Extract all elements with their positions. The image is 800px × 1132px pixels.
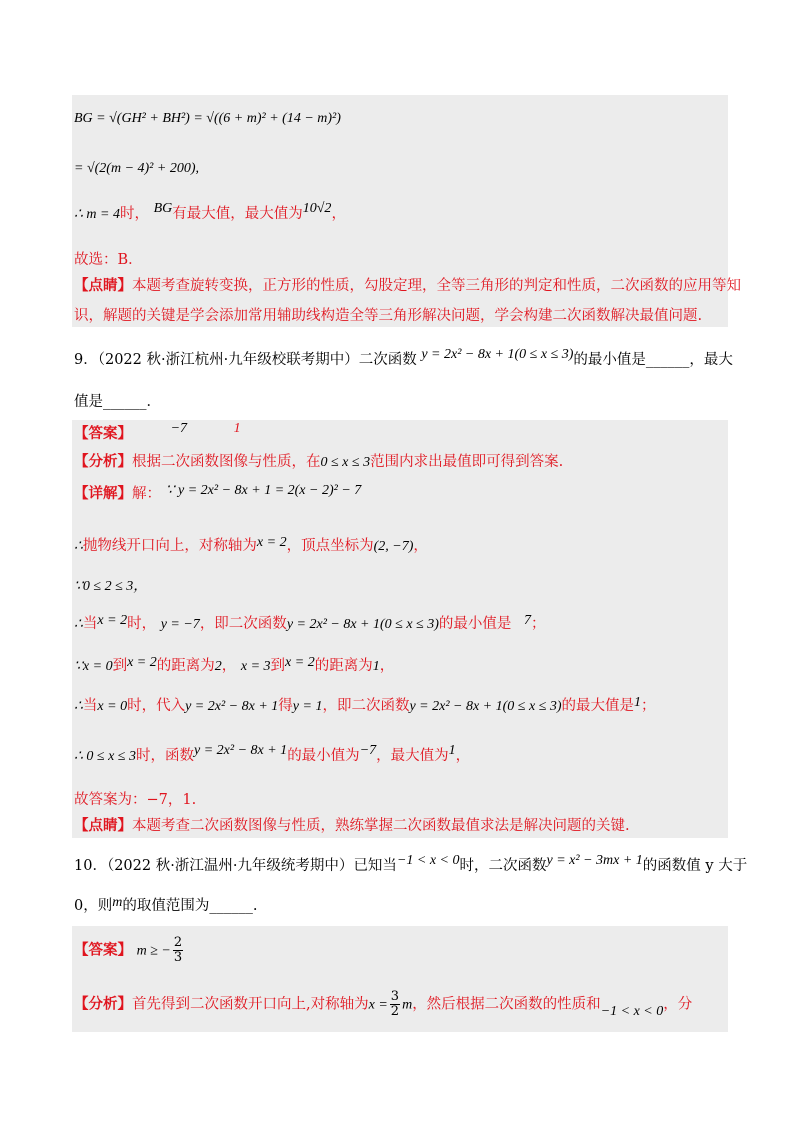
since-range-line: ∵0 ≤ 2 ≤ 3， <box>74 579 148 594</box>
fraction-2-3: $\frac{2}{3}$ <box>173 935 183 965</box>
max-value-line: ∴当x = 0时，代入y = 2x² − 8x + 1得y = 1，即二次函数y = 2x² − 8x + 1(0 ≤ x ≤ 3)的最大值是1； <box>74 695 656 714</box>
problem-9-line1: 9．（2022 秋·浙江杭州·九年级校联考期中）二次函数 y = 2x² − 8x + 1(0 ≤ x ≤ 3)的最小值是______，最大 <box>74 347 733 368</box>
distance-line: ∵x = 0到x = 2的距离为2， x = 3到x = 2的距离为1， <box>74 655 395 674</box>
summary-line: ∴ 0 ≤ x ≤ 3时，函数y = 2x² − 8x + 1的最小值为−7，最大值为1， <box>74 743 471 764</box>
conclusion-line: ∴ m = 4时， BG有最大值，最大值为10√2， <box>74 201 346 222</box>
comment-p8-line1: 【点睛】本题考查旋转变换，正方形的性质，勾股定理，全等三角形的判定和性质，二次函数的应用等知 <box>74 277 741 294</box>
analysis-p10: 【分析】首先得到二次函数开口向上,对称轴为x = $\frac{3}{2}$ m，然后根据二次函数的性质和−1 < x < 0，分 <box>74 989 693 1019</box>
problem-10-line2: 0，则m的取值范围为______. <box>74 895 258 914</box>
formula-bg-2: = √(2(m − 4)² + 200), <box>74 161 199 176</box>
answer-p10: 【答案】 m ≥ − $\frac{2}{3}$ <box>74 935 183 965</box>
answer-choice: 故选：B． <box>74 252 143 268</box>
answer-p9: 【答案】 −7 1 <box>74 421 241 442</box>
comment-tag: 【点睛】 <box>74 277 132 294</box>
min-value-line: ∴当x = 2时， y = −7，即二次函数y = 2x² − 8x + 1(0 ≤ x ≤ 3)的最小值是 7； <box>74 613 546 632</box>
problem-10-line1: 10．（2022 秋·浙江温州·九年级统考期中）已知当−1 < x < 0时，二次函数y = x² − 3mx + 1的函数值 y 大于 <box>74 853 748 874</box>
comment-p8-line2: 识，解题的关键是学会添加常用辅助线构造全等三角形解决问题，学会构建二次函数解决最值问题. <box>74 308 703 324</box>
formula-bg-1: BG = √(GH² + BH²) = √((6 + m)² + (14 − m)²) <box>74 111 341 126</box>
analysis-p9: 【分析】根据二次函数图像与性质，在0 ≤ x ≤ 3范围内求出最值即可得到答案. <box>74 453 564 470</box>
detail-p9: 【详解】解： ∵ y = 2x² − 8x + 1 = 2(x − 2)² − 7 <box>74 483 362 502</box>
problem-9-line2: 值是______． <box>74 394 161 410</box>
fraction-3-2: $\frac{3}{2}$ <box>390 989 400 1019</box>
comment-p9: 【点睛】本题考查二次函数图像与性质，熟练掌握二次函数最值求法是解决问题的关键. <box>74 817 630 834</box>
vertex-line: ∴抛物线开口向上，对称轴为x = 2，顶点坐标为(2, −7)， <box>74 535 428 554</box>
final-answer-p9: 故答案为：−7，1. <box>74 792 197 808</box>
